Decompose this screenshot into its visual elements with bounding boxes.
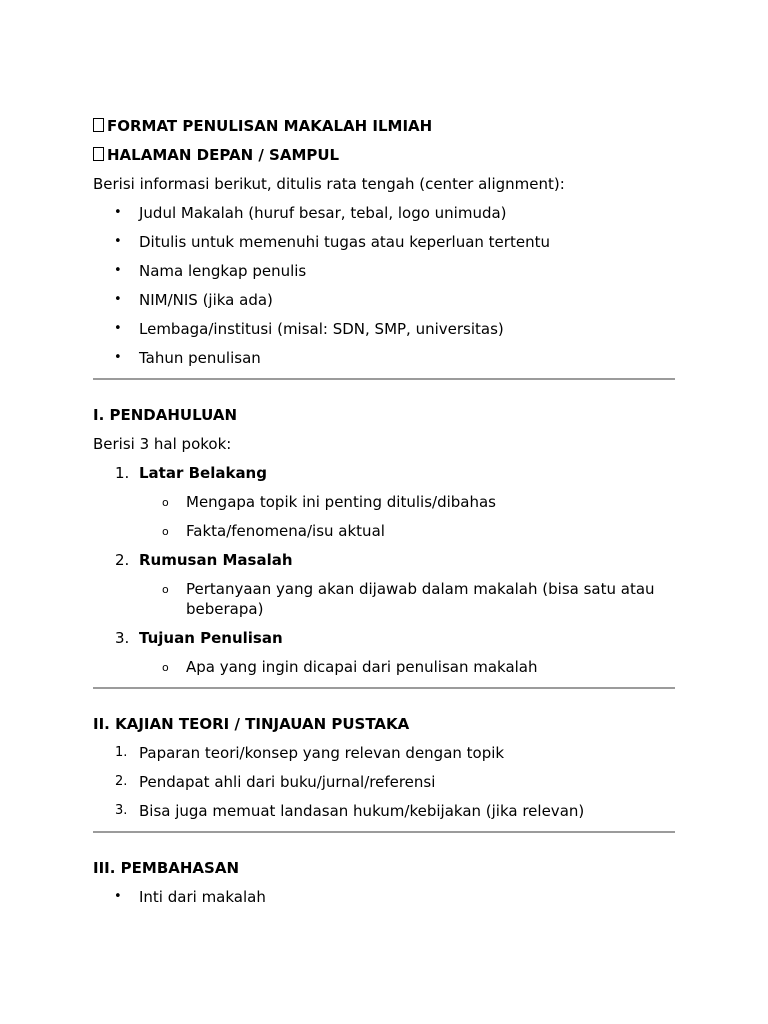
section-heading-kajian: II. KAJIAN TEORI / TINJAUAN PUSTAKA bbox=[93, 715, 410, 733]
horizontal-divider bbox=[93, 378, 675, 380]
section-heading-pembahasan: III. PEMBAHASAN bbox=[93, 859, 240, 877]
bullet-icon: • bbox=[114, 350, 122, 365]
sub-list-item: o Pertanyaan yang akan dijawab dalam makalah (bisa satu atau beberapa) bbox=[162, 580, 655, 618]
kajian-list bbox=[93, 743, 675, 821]
numbered-item: 3. Tujuan Penulisan bbox=[115, 629, 283, 647]
list-item: • Judul Makalah (huruf besar, tebal, logo unimuda) bbox=[114, 204, 507, 222]
list-item: • Nama lengkap penulis bbox=[114, 262, 307, 280]
missing-glyph-box-icon bbox=[93, 118, 104, 132]
pembahasan-list bbox=[93, 887, 675, 907]
sub-list-item: o Apa yang ingin dicapai dari penulisan makalah bbox=[162, 658, 538, 676]
numbered-item: 1. Paparan teori/konsep yang relevan dengan topik bbox=[115, 744, 505, 762]
bullet-icon: • bbox=[114, 263, 122, 278]
sub-list-item: o Fakta/fenomena/isu aktual bbox=[162, 522, 385, 540]
pendahuluan-list bbox=[93, 463, 675, 677]
bullet-icon: • bbox=[114, 205, 122, 220]
bullet-icon: • bbox=[114, 321, 122, 336]
sub-list-item: o Mengapa topik ini penting ditulis/dibahas bbox=[162, 493, 496, 511]
circle-bullet-icon: o bbox=[162, 583, 169, 596]
circle-bullet-icon: o bbox=[162, 496, 169, 509]
cover-heading: HALAMAN DEPAN / SAMPUL bbox=[93, 145, 675, 165]
document-page bbox=[93, 116, 675, 907]
pendahuluan-intro: Berisi 3 hal pokok: bbox=[93, 435, 232, 453]
list-item: • Ditulis untuk memenuhi tugas atau keperluan tertentu bbox=[114, 233, 550, 251]
document-title: FORMAT PENULISAN MAKALAH ILMIAH bbox=[93, 116, 675, 136]
horizontal-divider bbox=[93, 831, 675, 833]
cover-intro: Berisi informasi berikut, ditulis rata tengah (center alignment): bbox=[93, 175, 565, 193]
bullet-icon: • bbox=[114, 234, 122, 249]
numbered-item: 2. Rumusan Masalah bbox=[115, 551, 293, 569]
horizontal-divider bbox=[93, 687, 675, 689]
section-heading-pendahuluan: I. PENDAHULUAN bbox=[93, 406, 237, 424]
bullet-icon: • bbox=[114, 292, 122, 307]
missing-glyph-box-icon bbox=[93, 147, 104, 161]
numbered-item: 2. Pendapat ahli dari buku/jurnal/referensi bbox=[115, 773, 436, 791]
cover-list bbox=[93, 203, 675, 368]
list-item: • NIM/NIS (jika ada) bbox=[114, 291, 273, 309]
numbered-item: 1. Latar Belakang bbox=[115, 464, 267, 482]
bullet-icon: • bbox=[114, 889, 122, 904]
circle-bullet-icon: o bbox=[162, 525, 169, 538]
list-item: • Lembaga/institusi (misal: SDN, SMP, universitas) bbox=[114, 320, 504, 338]
list-item: • Inti dari makalah bbox=[114, 888, 266, 906]
numbered-item: 3. Bisa juga memuat landasan hukum/kebijakan (jika relevan) bbox=[115, 802, 585, 820]
list-item: • Tahun penulisan bbox=[114, 349, 261, 367]
circle-bullet-icon: o bbox=[162, 661, 169, 674]
